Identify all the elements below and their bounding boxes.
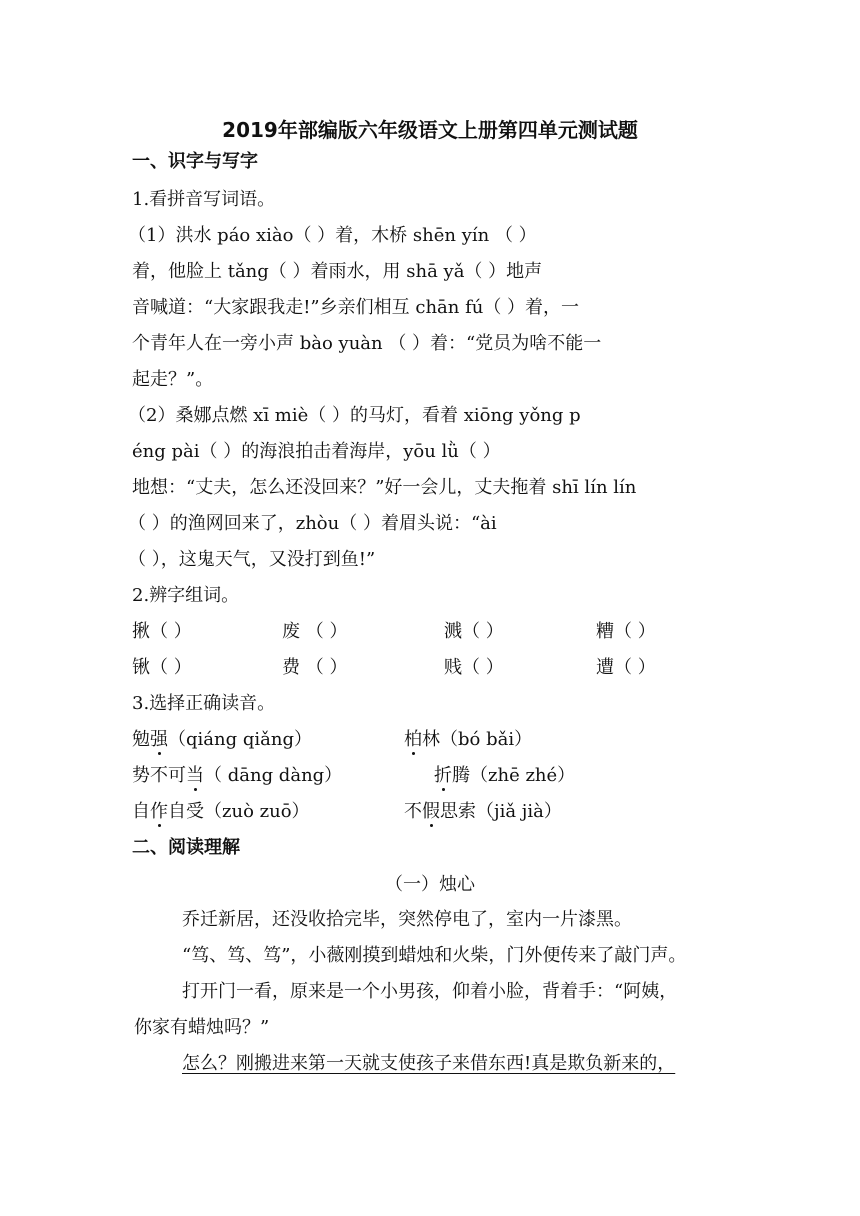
q1-line: （ ）的渔网回来了，zhòu（ ）着眉头说：“ài [128, 513, 497, 534]
q1-line: （2）桑娜点燃 xī miè（ ）的马灯，看着 xiōng yǒng p [128, 405, 581, 426]
q3-item: 勉强（qiáng qiǎng） [132, 729, 312, 750]
page-title: 2019年部编版六年级语文上册第四单元测试题 [222, 118, 638, 142]
underlined-sentence: 怎么？刚搬进来第一天就支使孩子来借东西!真是欺负新来的， [182, 1053, 676, 1074]
q2-cell: 溅（ ） [444, 621, 504, 642]
q3-item: 自作自受（zuò zuō） [132, 801, 310, 822]
q3-item: 不假思索（jiǎ jià） [404, 801, 562, 822]
emphasis-dot: 当 [186, 765, 204, 786]
passage-paragraph: “笃、笃、笃”，小薇刚摸到蜡烛和火柴，门外便传来了敲门声。 [182, 945, 687, 966]
q1-line: （ ），这鬼天气，又没打到鱼!” [128, 549, 376, 570]
q1-line: éng pài（ ）的海浪拍击着海岸，yōu lǜ（ ） [132, 441, 501, 462]
q2-cell: 糟（ ） [596, 621, 656, 642]
emphasis-dot: 柏 [404, 729, 422, 750]
emphasis-dot: 作 [150, 801, 168, 822]
passage-title: （一）烛心 [385, 874, 475, 895]
q1-line: 个青年人在一旁小声 bào yuàn （ ）着：“党员为啥不能一 [132, 333, 602, 354]
passage-paragraph: 乔迁新居，还没收拾完毕，突然停电了，室内一片漆黑。 [182, 909, 632, 930]
q1-line: 着，他脸上 tǎng（ ）着雨水，用 shā yǎ（ ）地声 [132, 261, 543, 282]
section-heading-literacy: 一、识字与写字 [132, 151, 258, 172]
question-2-title: 2.辨字组词。 [132, 585, 240, 606]
q1-line: （1）洪水 páo xiào（ ）着，木桥 shēn yín （ ） [128, 225, 537, 246]
question-1-title: 1.看拼音写词语。 [132, 189, 276, 210]
q2-cell: 废 （ ） [282, 621, 348, 642]
q1-line: 起走？”。 [132, 369, 214, 390]
passage-paragraph: 你家有蜡烛吗？” [134, 1017, 270, 1038]
q1-line: 地想：“丈夫，怎么还没回来？”好一会儿，丈夫拖着 shī lín lín [132, 477, 637, 498]
q2-cell: 揪（ ） [132, 621, 192, 642]
q3-item: 折腾（zhē zhé） [434, 765, 576, 786]
emphasis-dot: 强 [150, 729, 168, 750]
passage-paragraph: 打开门一看，原来是一个小男孩，仰着小脸，背着手：“阿姨， [182, 981, 678, 1002]
q3-item: 势不可当（ dāng dàng） [132, 765, 343, 786]
section-heading-reading: 二、阅读理解 [132, 837, 240, 858]
q3-item: 柏林（bó bǎi） [404, 729, 533, 750]
q2-cell: 锹（ ） [132, 657, 192, 678]
q2-cell: 遭（ ） [596, 657, 656, 678]
q2-cell: 费 （ ） [282, 657, 348, 678]
q1-line: 音喊道：“大家跟我走!”乡亲们相互 chān fú（ ）着，一 [132, 297, 580, 318]
emphasis-dot: 假 [422, 801, 440, 822]
q2-cell: 贱（ ） [444, 657, 504, 678]
question-3-title: 3.选择正确读音。 [132, 693, 276, 714]
emphasis-dot: 折 [434, 765, 452, 786]
